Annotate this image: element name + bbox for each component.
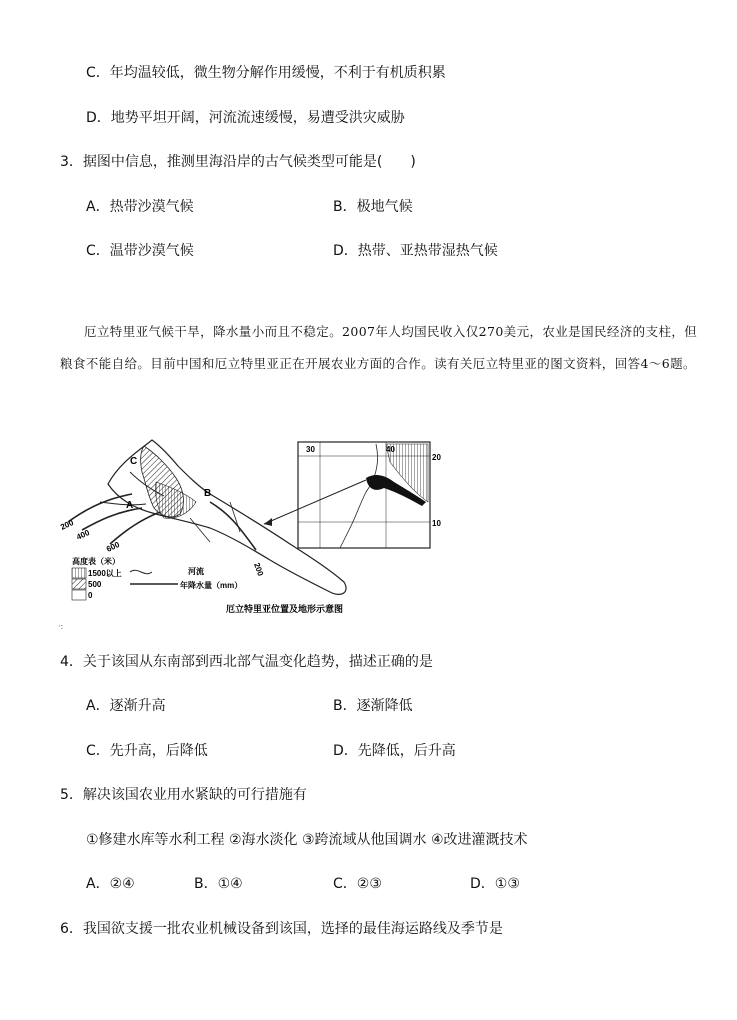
map-caption: 厄立特里亚位置及地形示意图: [226, 604, 344, 614]
q4-option-c: C．先升高，后降低: [86, 743, 208, 759]
legend-item-high: 1500以上: [88, 569, 122, 578]
isohyet-label-200-east: 200: [252, 561, 266, 578]
isohyet-label-400: 400: [75, 528, 91, 542]
q4-option-d: D．先降低，后升高: [333, 743, 456, 759]
inset-lon-30: 30: [306, 445, 315, 454]
legend-swatch-high: [72, 568, 86, 578]
legend-river: 河流: [188, 567, 204, 576]
isohyet-label-200: 200: [60, 518, 75, 532]
point-label-c: C: [130, 456, 138, 467]
legend-item-low: 0: [88, 591, 93, 600]
q3-option-b: B．极地气候: [333, 199, 413, 215]
isohyet-line: [110, 512, 160, 544]
q2-option-d: D．地势平坦开阔，河流流速缓慢，易遭受洪灾威胁: [86, 110, 405, 126]
legend-swatch-low: [72, 590, 86, 600]
isohyet-label-600: 600: [105, 540, 121, 554]
q3-option-d: D．热带、亚热带湿热气候: [333, 243, 498, 259]
q5-option-b: B．①④: [194, 876, 243, 892]
legend-rain: 年降水量（mm）: [180, 581, 243, 590]
q2-option-c: C．年均温较低，微生物分解作用缓慢，不利于有机质积累: [86, 65, 446, 81]
reading-passage: [60, 316, 700, 380]
q5-option-a: A．②④: [86, 876, 135, 892]
q4-option-b: B．逐渐降低: [333, 698, 413, 714]
stray-mark: ·:: [58, 622, 64, 631]
legend-item-mid: 500: [88, 580, 102, 589]
q4-option-a: A．逐渐升高: [86, 698, 166, 714]
q5-option-d: D．①③: [470, 876, 520, 892]
q4-stem: 4．关于该国从东南部到西北部气温变化趋势，描述正确的是: [60, 654, 433, 670]
q3-option-c: C．温带沙漠气候: [86, 243, 194, 259]
eritrea-map-svg: [60, 432, 460, 614]
point-label-a: A: [126, 500, 134, 511]
legend-swatch-mid: [72, 579, 86, 589]
inset-lat-20: 20: [432, 453, 441, 462]
q3-option-a: A．热带沙漠气候: [86, 199, 194, 215]
q3-stem: 3．据图中信息，推测里海沿岸的古气候类型可能是( ): [60, 154, 416, 170]
q6-stem: 6．我国欲支援一批农业机械设备到该国，选择的最佳海运路线及季节是: [60, 921, 503, 937]
q5-option-c: C．②③: [333, 876, 382, 892]
inset-lat-10: 10: [432, 519, 441, 528]
legend-river-symbol: [130, 570, 152, 573]
q5-measure-list: ①修建水库等水利工程 ②海水淡化 ③跨流域从他国调水 ④改进灌溉技术: [86, 832, 528, 848]
q5-stem: 5．解决该国农业用水紧缺的可行措施有: [60, 787, 307, 803]
eritrea-map-figure: [60, 432, 460, 614]
reading-passage-text: 厄立特里亚气候干旱，降水量小而且不稳定。2007年人均国民收入仅270美元，农业是国民经济的支柱，但粮食不能自给。目前中国和厄立特里亚正在开展农业方面的合作。读有关厄立特里亚的图文资料，回答4～6题。: [60, 324, 698, 371]
legend-title: 高度表（米）: [72, 557, 120, 566]
point-label-b: B: [204, 488, 212, 499]
